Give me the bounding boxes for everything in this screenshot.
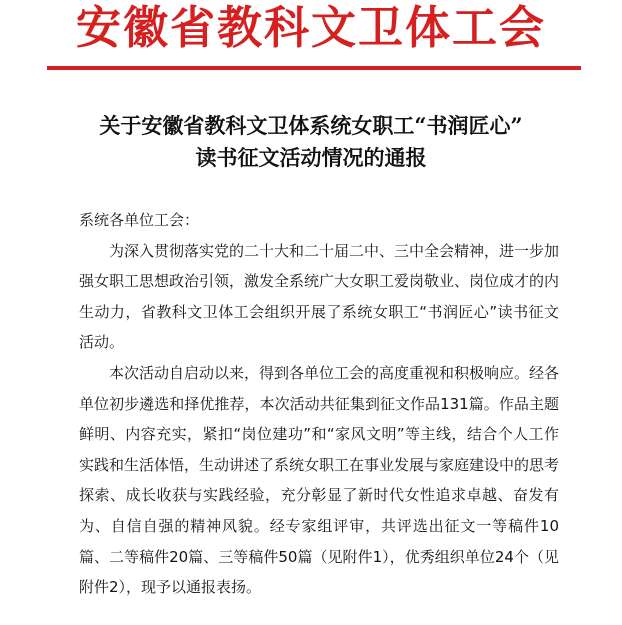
salutation: 系统各单位工会： xyxy=(79,211,200,229)
document-title-line-1: 关于安徽省教科文卫体系统女职工“书润匠心” xyxy=(99,113,523,138)
paragraph-2: 本次活动自启动以来，得到各单位工会的高度重视和积极响应。经各单位初步遴选和择优推荐，本次活动共征集到征文作品131篇。作品主题鲜明、内容充实，紧扣“岗位建功”和“家风文明”等主线，结合个人工作实践和生活体悟，生动讲述了系统女职工在事业发展与家庭建设中的思考探索、成长收获与实践经验，充分彰显了新时代女性追求卓越、奋发有为、自信自强的精神风貌。经专家组评审，共评选出征文一等稿件10篇、二等稿件20篇、三等稿件50篇（见附件1），优秀组织单位24个（见附件2），现予以通报表扬。 xyxy=(79,363,560,597)
document-title xyxy=(40,110,582,174)
document-title-line-2: 读书征文活动情况的通报 xyxy=(195,145,427,170)
paragraph-1: 为深入贯彻落实党的二十大和二十届二中、三中全会精神，进一步加强女职工思想政治引领，激发全系统广大女职工爱岗敬业、岗位成才的内生动力，省教科文卫体工会组织开展了系统女职工“书润匠心”读书征文活动。 xyxy=(79,241,560,352)
masthead-divider xyxy=(47,66,581,70)
masthead xyxy=(0,0,622,62)
organization-name: 安徽省教科文卫体工会 xyxy=(75,1,546,54)
document-body xyxy=(79,205,559,603)
